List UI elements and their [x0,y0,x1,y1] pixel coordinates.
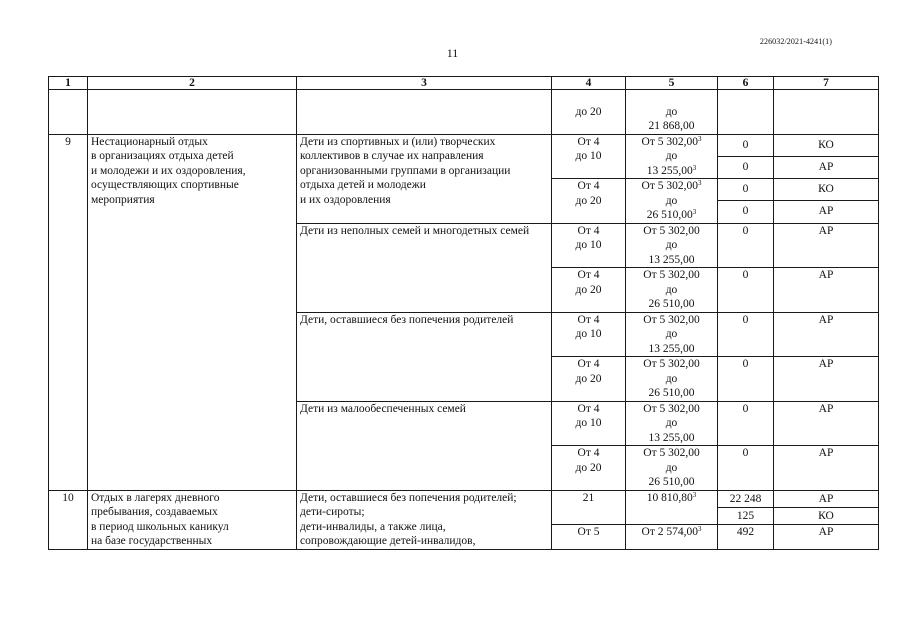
data-table [48,76,879,550]
age-line: От 4 [577,313,600,326]
age-line: до 20 [575,461,602,474]
table-row-continued [49,90,879,135]
count-value: 0 [742,205,749,217]
category-line: организованными группами в организации [300,164,511,177]
name-line: Отдых в лагерях дневного [91,491,220,504]
age-line: От 4 [577,180,600,192]
cell-age [552,134,626,179]
cell-count: 0 [718,446,774,491]
count-value: 0 [742,160,749,173]
type-value: АР [818,205,834,217]
category-line: отдыха детей и молодежи [300,179,426,191]
cell-price [626,357,718,402]
category-line: дети-инвалиды, а также лица, [300,520,446,533]
cell-age: 21 [552,490,626,524]
cell-category [297,401,552,490]
cell-age [552,90,626,135]
type-value: АР [774,491,878,508]
cell-age [552,401,626,446]
price-line: до [665,105,678,118]
category-line: коллективов в случае их направления [300,150,484,162]
cell-category [297,134,552,223]
price-line: 26 510,00 [648,387,695,399]
age-line: до 20 [575,283,602,296]
price-line: 26 510,00 [648,298,695,310]
cell-type [774,179,879,224]
cell-type [774,134,879,179]
count-value: 22 248 [718,491,773,508]
cell-price [626,490,718,524]
price-line: 13 255,00 [648,253,695,266]
column-header-row [49,77,879,90]
price-line: до [665,283,678,296]
age-line: до 10 [575,328,602,340]
document-id: 226032/2021-4241(1) [759,37,832,46]
cell-count [718,179,774,224]
cell-type: АР [774,357,879,402]
age-line: От 4 [577,224,600,237]
cell-name [88,134,297,490]
name-line: мероприятия [91,193,155,206]
price-line: От 5 302,00 [643,447,700,459]
price-line: до [665,417,678,429]
cell-type: АР [774,401,879,446]
count-value: 125 [736,509,755,522]
price-line: От 5 302,00$^3$ [641,134,702,148]
price-line: 10 810,80$^3$ [646,490,697,504]
cell-count: 0 [718,223,774,268]
age-from [555,90,622,105]
cell-type: АР [774,446,879,491]
price-line: От 5 302,00 [643,224,700,237]
table-row [49,490,879,524]
cell-price [626,401,718,446]
type-value: КО [774,135,878,157]
category-line: Дети из спортивных и (или) творческих [300,135,496,148]
footnote-mark: 3 [697,179,702,187]
col-header: 5 [626,77,718,90]
price-line: 26 510,00 [648,476,695,488]
name-line: и молодежи и их оздоровления, [91,164,246,177]
col-header: 3 [297,77,552,90]
age-line: до 20 [575,194,602,207]
price-line: От 5 302,00$^3$ [641,179,702,192]
name-line: осуществляющих спортивные [91,179,239,191]
cell-category [297,490,552,549]
age-line: до 10 [575,417,602,429]
price-line [629,90,714,105]
cell-name [88,490,297,549]
count-value: 0 [718,179,773,201]
price-line: 13 255,00 [648,431,695,444]
age-line: От 4 [577,402,600,415]
cell-price [626,223,718,268]
category-line: сопровождающие детей-инвалидов, [300,535,476,547]
cell-count: 0 [718,312,774,357]
cell-age [552,312,626,357]
cell-type [774,490,879,524]
cell-num: 9 [49,134,88,490]
col-header: 2 [88,77,297,90]
cell-age [552,446,626,491]
footnote-mark: 3 [692,163,697,172]
name-line: Нестационарный отдых [91,135,208,148]
age-line: От 4 [577,358,600,370]
price-line: 21 868,00 [648,120,695,132]
col-header: 6 [718,77,774,90]
cell-count: 0 [718,268,774,313]
cell-num: 10 [49,490,88,549]
age-line: до 10 [575,150,602,162]
cell-price [626,179,718,224]
cell-count [718,90,774,135]
col-header: 4 [552,77,626,90]
cell-age [552,223,626,268]
cell-type: АР [774,524,879,549]
cell-category [297,90,552,135]
price-line: до [665,328,678,340]
page-number: 11 [446,46,459,60]
cell-age: От 5 [552,524,626,549]
cell-price [626,446,718,491]
category-line: Дети из неполных семей и многодетных семей [300,224,530,237]
cell-count: 492 [718,524,774,549]
footnote-mark: 3 [697,524,702,533]
cell-count [718,134,774,179]
cell-category [297,223,552,312]
price-line: От 5 302,00 [643,402,700,415]
cell-type [774,90,879,135]
category-line: и их оздоровления [300,193,391,206]
price-line: 13 255,00 [648,342,695,355]
age-to: до 20 [575,105,602,118]
cell-price [626,268,718,313]
footnote-mark: 3 [692,490,697,499]
price-line: до [665,239,678,251]
age-line: От 4 [577,447,600,459]
table-row [49,134,879,179]
price-line: до [665,461,678,474]
cell-age [552,268,626,313]
price-line: 26 510,00$^3$ [646,208,697,221]
age-line: до 20 [575,372,602,385]
cell-price [626,312,718,357]
count-value: 0 [718,135,773,157]
category-line: дети-сироты; [300,506,365,518]
name-line: на базе государственных [91,535,213,547]
price-line: до [665,194,678,207]
cell-price [626,90,718,135]
footnote-mark: 3 [697,134,702,143]
cell-count: 0 [718,357,774,402]
col-header: 1 [49,77,88,90]
name-line: в организациях отдыха детей [91,150,234,162]
name-line: в период школьных каникул [91,520,229,533]
cell-age [552,179,626,224]
price-line: От 5 302,00 [643,358,700,370]
cell-price [626,524,718,549]
age-line: От 4 [577,269,600,281]
cell-num [49,90,88,135]
price-line: до [665,150,678,162]
cell-name [88,90,297,135]
cell-count: 0 [718,401,774,446]
category-line: Дети, оставшиеся без попечения родителей; [300,491,517,504]
category-line: Дети, оставшиеся без попечения родителей [300,313,514,326]
cell-age [552,357,626,402]
age-line: до 10 [575,239,602,251]
type-value: КО [818,509,834,522]
cell-type: АР [774,268,879,313]
footnote-mark: 3 [692,208,697,216]
age-line: От 4 [577,135,600,148]
cell-price [626,134,718,179]
cell-type: АР [774,223,879,268]
cell-category [297,312,552,401]
type-value: АР [818,160,834,173]
cell-type: АР [774,312,879,357]
price-line: до [665,372,678,385]
price-line: 13 255,00$^3$ [646,163,697,177]
category-line: Дети из малообеспеченных семей [300,402,466,415]
type-value: КО [774,179,878,201]
col-header: 7 [774,77,879,90]
price-line: От 5 302,00 [643,313,700,326]
price-line: От 2 574,00$^3$ [641,524,702,538]
price-line: От 5 302,00 [643,269,700,281]
name-line: пребывания, создаваемых [91,506,218,518]
cell-count [718,490,774,524]
